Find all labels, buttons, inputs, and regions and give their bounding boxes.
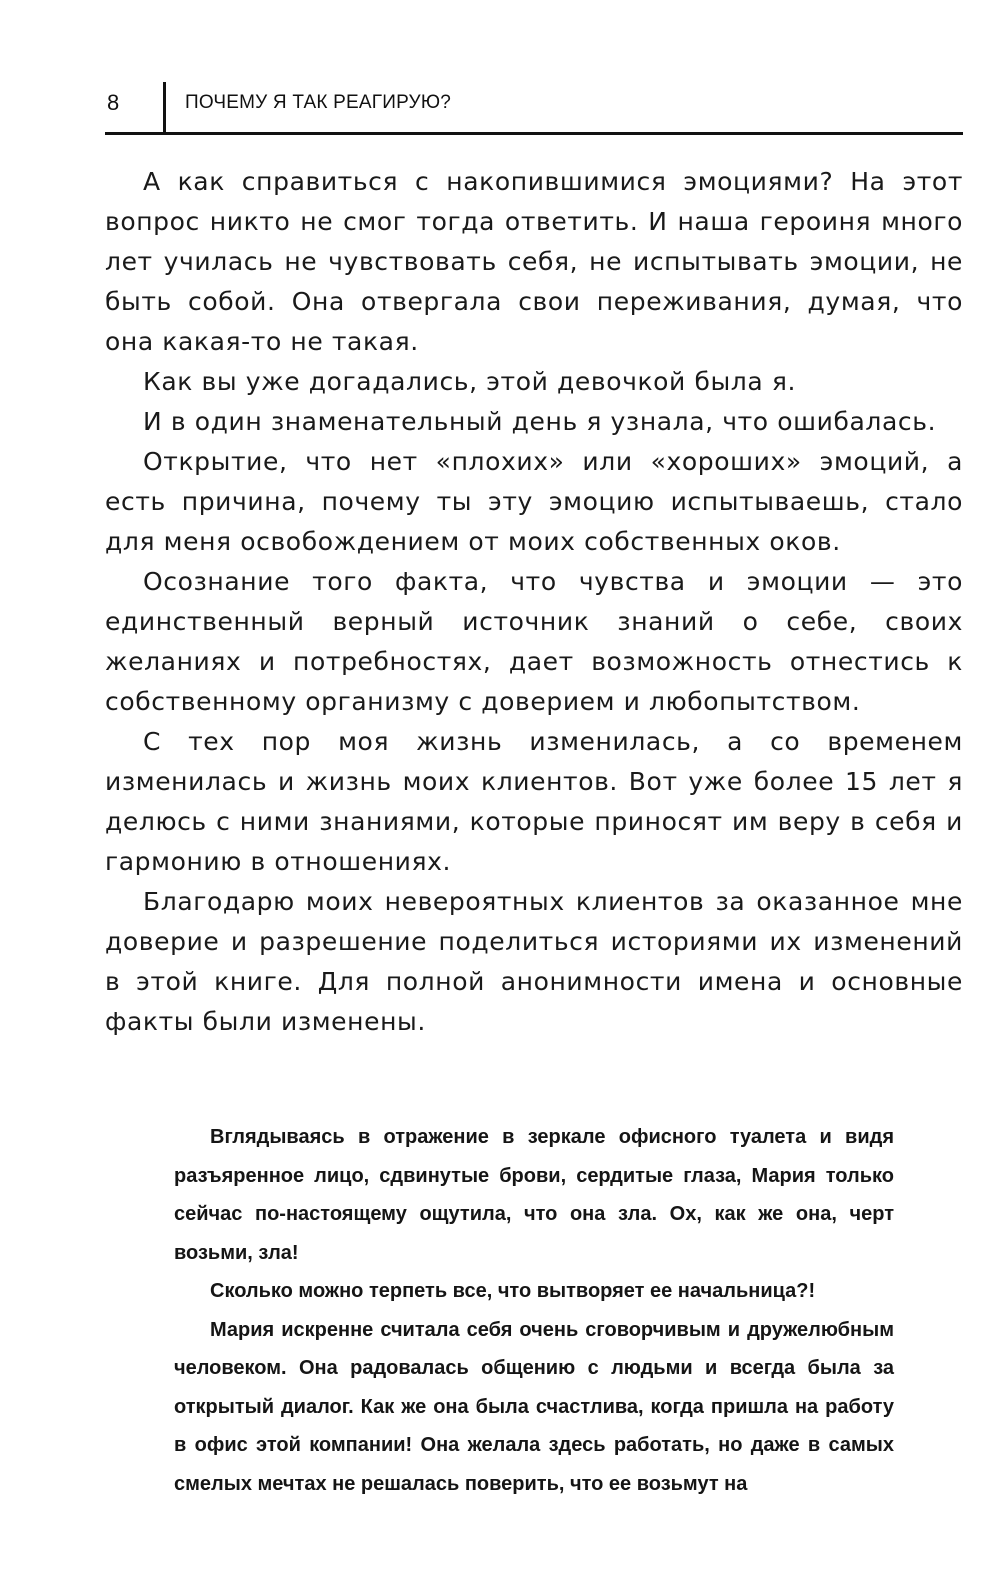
excerpt-paragraph: Мария искренне считала себя очень сговорчивым и дружелюбным человеком. Она радовалась общению с людьми и всегда была за открытый диалог. Как же она была счастлива, когда пришла на работу в офис этой компании! Она желала здесь работать, но даже в самых смелых мечтах не решалась поверить, что ее возьмут на: [174, 1318, 894, 1495]
excerpt-paragraph: Сколько можно терпеть все, что вытворяет ее начальница?!: [210, 1280, 816, 1302]
running-header: [105, 78, 963, 135]
header-vertical-rule: [163, 82, 166, 132]
body-paragraph: С тех пор моя жизнь изменилась, а со временем изменилась и жизнь моих клиентов. Вот уже более 15 лет я делюсь с ними знаниями, которые приносят им веру в себя и гармонию в отношениях.: [105, 727, 963, 876]
page-number: 8: [107, 90, 120, 115]
story-excerpt: [174, 1118, 894, 1503]
body-paragraph: Благодарю моих невероятных клиентов за оказанное мне доверие и разрешение поделиться историями их изменений в этой книге. Для полной анонимности имена и основные факты были изменены.: [105, 887, 963, 1036]
body-paragraph: Осознание того факта, что чувства и эмоции — это единственный верный источник знаний о себе, своих желаниях и потребностях, дает возможность отнестись к собственному организму с доверием и любопытством.: [105, 567, 963, 716]
body-paragraph: Открытие, что нет «плохих» или «хороших» эмоций, а есть причина, почему ты эту эмоцию испытываешь, стало для меня освобождением от моих собственных оков.: [105, 447, 963, 556]
excerpt-paragraph: Вглядываясь в отражение в зеркале офисного туалета и видя разъяренное лицо, сдвинутые брови, сердитые глаза, Мария только сейчас по-настоящему ощутила, что она зла. Ох, как же она, черт возьми, зла!: [174, 1126, 894, 1264]
running-title: ПОЧЕМУ Я ТАК РЕАГИРУЮ?: [185, 92, 451, 113]
body-paragraph: Как вы уже догадались, этой девочкой была я.: [143, 367, 797, 396]
main-text: [105, 162, 963, 1042]
body-paragraph: А как справиться с накопившимися эмоциями? На этот вопрос никто не смог тогда ответить. И наша героиня много лет училась не чувствовать себя, не испытывать эмоции, не быть собой. Она отвергала свои переживания, думая, что она какая-то не такая.: [105, 167, 963, 356]
body-paragraph: И в один знаменательный день я узнала, что ошибалась.: [143, 407, 937, 436]
